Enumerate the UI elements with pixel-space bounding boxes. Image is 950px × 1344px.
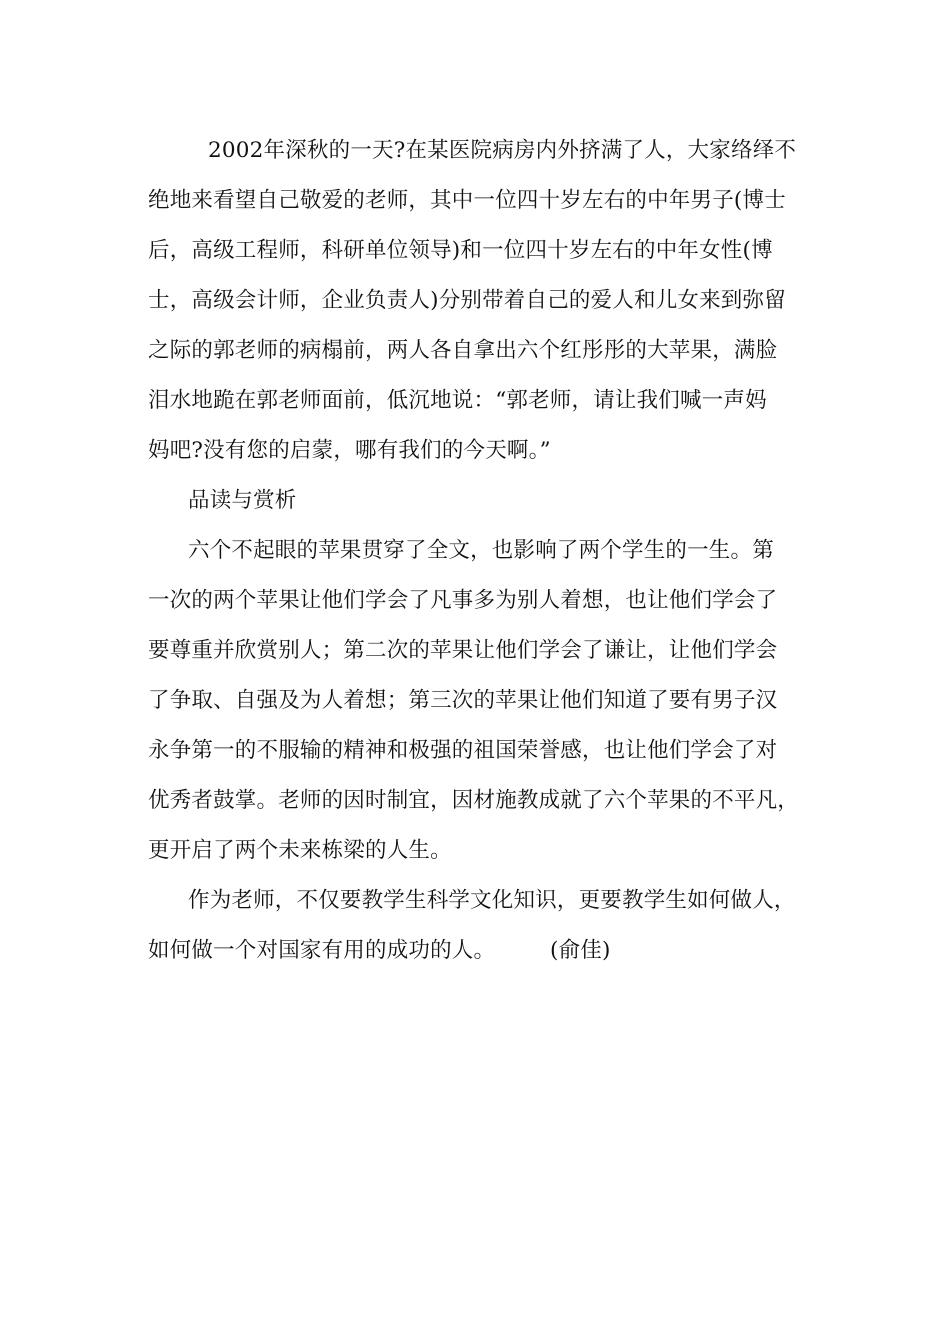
analysis-line: 一次的两个苹果让他们学会了凡事多为别人着想，也让他们学会了 bbox=[148, 588, 778, 613]
story-line: 泪水地跪在郭老师面前，低沉地说：“郭老师，请让我们喊一声妈 bbox=[148, 388, 767, 413]
conclusion-line: 作为老师，不仅要教学生科学文化知识，更要教学生如何做人， bbox=[188, 888, 796, 913]
analysis-line: 了争取、自强及为人着想；第三次的苹果让他们知道了要有男子汉 bbox=[148, 688, 778, 713]
analysis-line: 更开启了两个未来栋梁的人生。 bbox=[148, 838, 452, 863]
story-line: 绝地来看望自己敬爱的老师，其中一位四十岁左右的中年男子(博士 bbox=[148, 188, 786, 213]
author-name: (俞佳) bbox=[550, 938, 611, 963]
story-line: 后，高级工程师，科研单位领导)和一位四十岁左右的中年女性(博 bbox=[148, 238, 773, 263]
analysis-line: 优秀者鼓掌。老师的因时制宜，因材施教成就了六个苹果的不平凡， bbox=[148, 788, 800, 813]
analysis-line: 要尊重并欣赏别人；第二次的苹果让他们学会了谦让，让他们学会 bbox=[148, 638, 778, 663]
story-line: 妈吧?没有您的启蒙，哪有我们的今天啊。” bbox=[148, 438, 551, 463]
analysis-line: 永争第一的不服输的精神和极强的祖国荣誉感，也让他们学会了对 bbox=[148, 738, 778, 763]
analysis-line: 六个不起眼的苹果贯穿了全文，也影响了两个学生的一生。第 bbox=[188, 538, 774, 563]
story-line: 之际的郭老师的病榻前，两人各自拿出六个红彤彤的大苹果，满脸 bbox=[148, 338, 778, 363]
conclusion-line: 如何做一个对国家有用的成功的人。 bbox=[148, 938, 496, 963]
story-line: 2002年深秋的一天?在某医院病房内外挤满了人，大家络绎不 bbox=[208, 138, 797, 163]
story-line: 士，高级会计师，企业负责人)分别带着自己的爱人和儿女来到弥留 bbox=[148, 288, 786, 313]
section-heading: 品读与赏析 bbox=[188, 488, 297, 513]
